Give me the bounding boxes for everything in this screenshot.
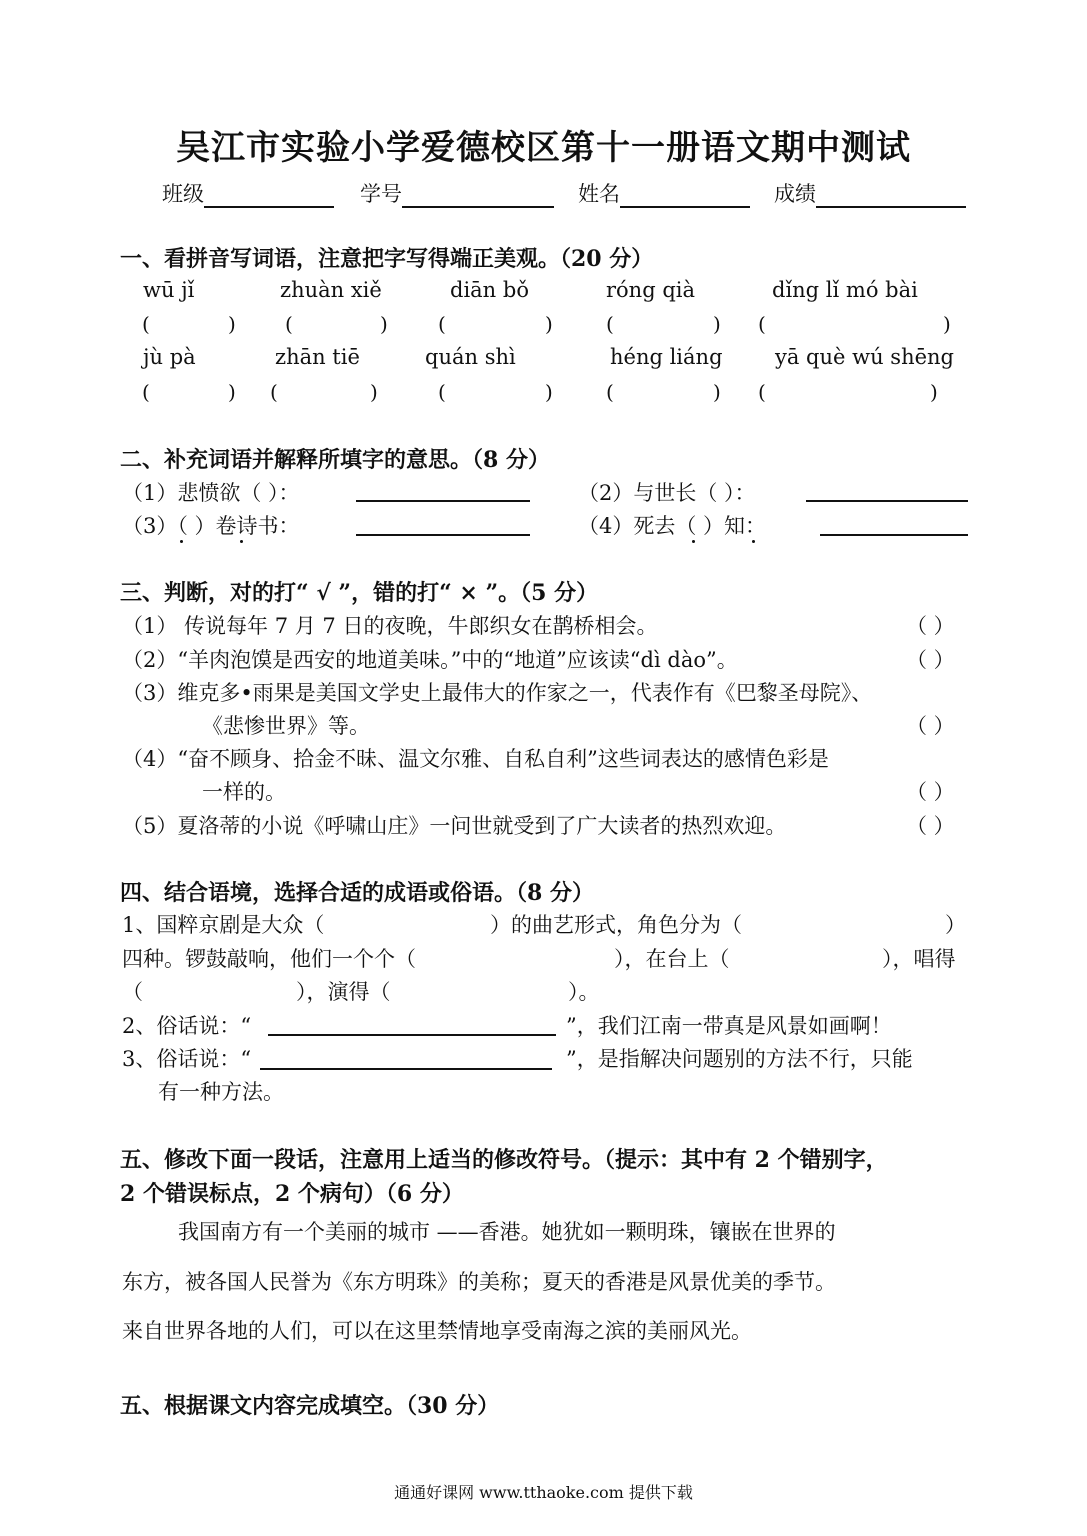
section-5-heading: 五、修改下面一段话，注意用上适当的修改符号。（提示：其中有 2 个错别字，	[120, 1147, 888, 1173]
proverb-3-prefix: 3、俗话说：“	[122, 1047, 252, 1071]
emphasis-dot	[692, 540, 695, 543]
section-4-heading: 四、结合语境，选择合适的成语或俗语。（8 分）	[120, 880, 594, 906]
name-field[interactable]	[578, 178, 750, 208]
number-blank[interactable]	[402, 184, 554, 208]
emphasis-dot	[240, 540, 243, 543]
page-title: 吴江市实验小学爱德校区第十一册语文期中测试	[176, 128, 911, 168]
fill-text: ）的曲艺形式，角色分为（	[490, 913, 742, 937]
proverb-answer-line[interactable]	[268, 1034, 556, 1036]
pinyin-item: róng qià	[606, 278, 696, 302]
section-5-heading-cont: 2 个错误标点，2 个病句）（6 分）	[120, 1181, 464, 1207]
pinyin-item: wū jǐ	[143, 278, 195, 302]
answer-blank-close: )	[380, 312, 388, 336]
question-2-2: （2）与世长（ ）：	[578, 481, 756, 505]
proverb-3-cont: 有一种方法。	[158, 1080, 284, 1104]
fill-text: ）。	[568, 980, 600, 1004]
judge-item-3-cont: 《悲惨世界》等。	[202, 714, 370, 738]
question-2-3: （3）（ ）卷诗书：	[122, 514, 300, 538]
judge-blank[interactable]: （ ）	[906, 648, 955, 672]
judge-item-2: （2）“羊肉泡馍是西安的地道美味。”中的“地道”应该读“dì dào”。	[122, 648, 738, 672]
pinyin-item: zhān tiē	[275, 345, 360, 369]
answer-blank[interactable]: (	[270, 380, 278, 404]
answer-blank[interactable]: (	[438, 312, 446, 336]
score-blank[interactable]	[816, 184, 966, 208]
judge-item-4: （4）“奋不顾身、拾金不昧、温文尔雅、自私自利”这些词表达的感情色彩是	[122, 747, 829, 771]
fill-text: 四种。锣鼓敲响，他们一个个（	[122, 947, 416, 971]
class-blank[interactable]	[204, 184, 334, 208]
fill-text: 1、国粹京剧是大众（	[122, 913, 325, 937]
answer-line[interactable]	[820, 534, 968, 536]
judge-blank[interactable]: （ ）	[906, 780, 955, 804]
answer-blank[interactable]: (	[758, 312, 766, 336]
answer-blank[interactable]: (	[606, 380, 614, 404]
pinyin-item: quán shì	[425, 345, 516, 369]
judge-item-4-cont: 一样的。	[202, 780, 286, 804]
footer-credit: 通通好课网 www.tthaoke.com 提供下载	[394, 1483, 693, 1502]
question-2-1: （1）悲愤欲（ ）：	[122, 481, 300, 505]
number-field[interactable]	[360, 178, 554, 208]
fill-text: （	[122, 980, 143, 1004]
name-label: 姓名	[578, 182, 620, 206]
judge-blank[interactable]: （ ）	[906, 714, 955, 738]
proverb-2-suffix: ”，我们江南一带真是风景如画啊！	[566, 1014, 892, 1038]
judge-item-3: （3）维克多•雨果是美国文学史上最伟大的作家之一，代表作有《巴黎圣母院》、	[122, 681, 873, 705]
answer-blank-close: )	[545, 380, 553, 404]
pinyin-item: zhuàn xiě	[280, 278, 382, 302]
answer-blank[interactable]: (	[285, 312, 293, 336]
score-field[interactable]	[774, 178, 966, 208]
pinyin-item: yā què wú shēng	[775, 345, 955, 369]
answer-blank-close: )	[545, 312, 553, 336]
answer-blank[interactable]: (	[758, 380, 766, 404]
fill-text: ），在台上（	[614, 947, 730, 971]
answer-blank-close: )	[370, 380, 378, 404]
fill-text: ），演得（	[296, 980, 391, 1004]
passage-line: 来自世界各地的人们，可以在这里禁情地享受南海之滨的美丽风光。	[122, 1319, 752, 1343]
proverb-2-prefix: 2、俗话说：“	[122, 1014, 252, 1038]
answer-blank-close: )	[930, 380, 938, 404]
answer-blank-close: )	[713, 312, 721, 336]
answer-blank[interactable]: (	[606, 312, 614, 336]
judge-item-5: （5）夏洛蒂的小说《呼啸山庄》一问世就受到了广大读者的热烈欢迎。	[122, 814, 787, 838]
answer-line[interactable]	[806, 500, 968, 502]
answer-blank[interactable]: (	[142, 380, 150, 404]
judge-blank[interactable]: （ ）	[906, 614, 955, 638]
emphasis-dot	[752, 540, 755, 543]
proverb-answer-line[interactable]	[260, 1068, 552, 1070]
answer-blank[interactable]: (	[438, 380, 446, 404]
section-6-heading: 五、根据课文内容完成填空。（30 分）	[120, 1393, 500, 1419]
section-3-heading: 三、判断，对的打“ √ ”，错的打“ × ”。（5 分）	[120, 580, 599, 606]
emphasis-dot	[180, 540, 183, 543]
answer-line[interactable]	[356, 500, 530, 502]
fill-text: ），唱得	[882, 947, 956, 971]
pinyin-item: diān bǒ	[450, 278, 529, 302]
name-blank[interactable]	[620, 184, 750, 208]
answer-blank-close: )	[943, 312, 951, 336]
answer-blank[interactable]: (	[142, 312, 150, 336]
class-label: 班级	[162, 182, 204, 206]
class-field[interactable]	[162, 178, 334, 208]
score-label: 成绩	[774, 182, 816, 206]
passage-line: 我国南方有一个美丽的城市 ——香港。她犹如一颗明珠，镶嵌在世界的	[178, 1220, 836, 1244]
pinyin-item: jù pà	[143, 345, 196, 369]
fill-text: ）	[945, 913, 966, 937]
number-label: 学号	[360, 182, 402, 206]
answer-blank-close: )	[228, 312, 236, 336]
section-2-heading: 二、补充词语并解释所填字的意思。（8 分）	[120, 447, 550, 473]
question-2-4: （4）死去（ ）知：	[578, 514, 767, 538]
judge-blank[interactable]: （ ）	[906, 814, 955, 838]
pinyin-item: héng liáng	[610, 345, 723, 369]
proverb-3-suffix: ”，是指解决问题别的方法不行，只能	[566, 1047, 913, 1071]
section-1-heading: 一、看拼音写词语，注意把字写得端正美观。（20 分）	[120, 246, 654, 272]
answer-line[interactable]	[356, 534, 530, 536]
judge-item-1: （1） 传说每年 7 月 7 日的夜晚，牛郎织女在鹊桥相会。	[122, 614, 658, 638]
answer-blank-close: )	[228, 380, 236, 404]
answer-blank-close: )	[713, 380, 721, 404]
pinyin-item: dǐng lǐ mó bài	[772, 278, 918, 302]
passage-line: 东方，被各国人民誉为《东方明珠》的美称；夏天的香港是风景优美的季节。	[122, 1270, 836, 1294]
